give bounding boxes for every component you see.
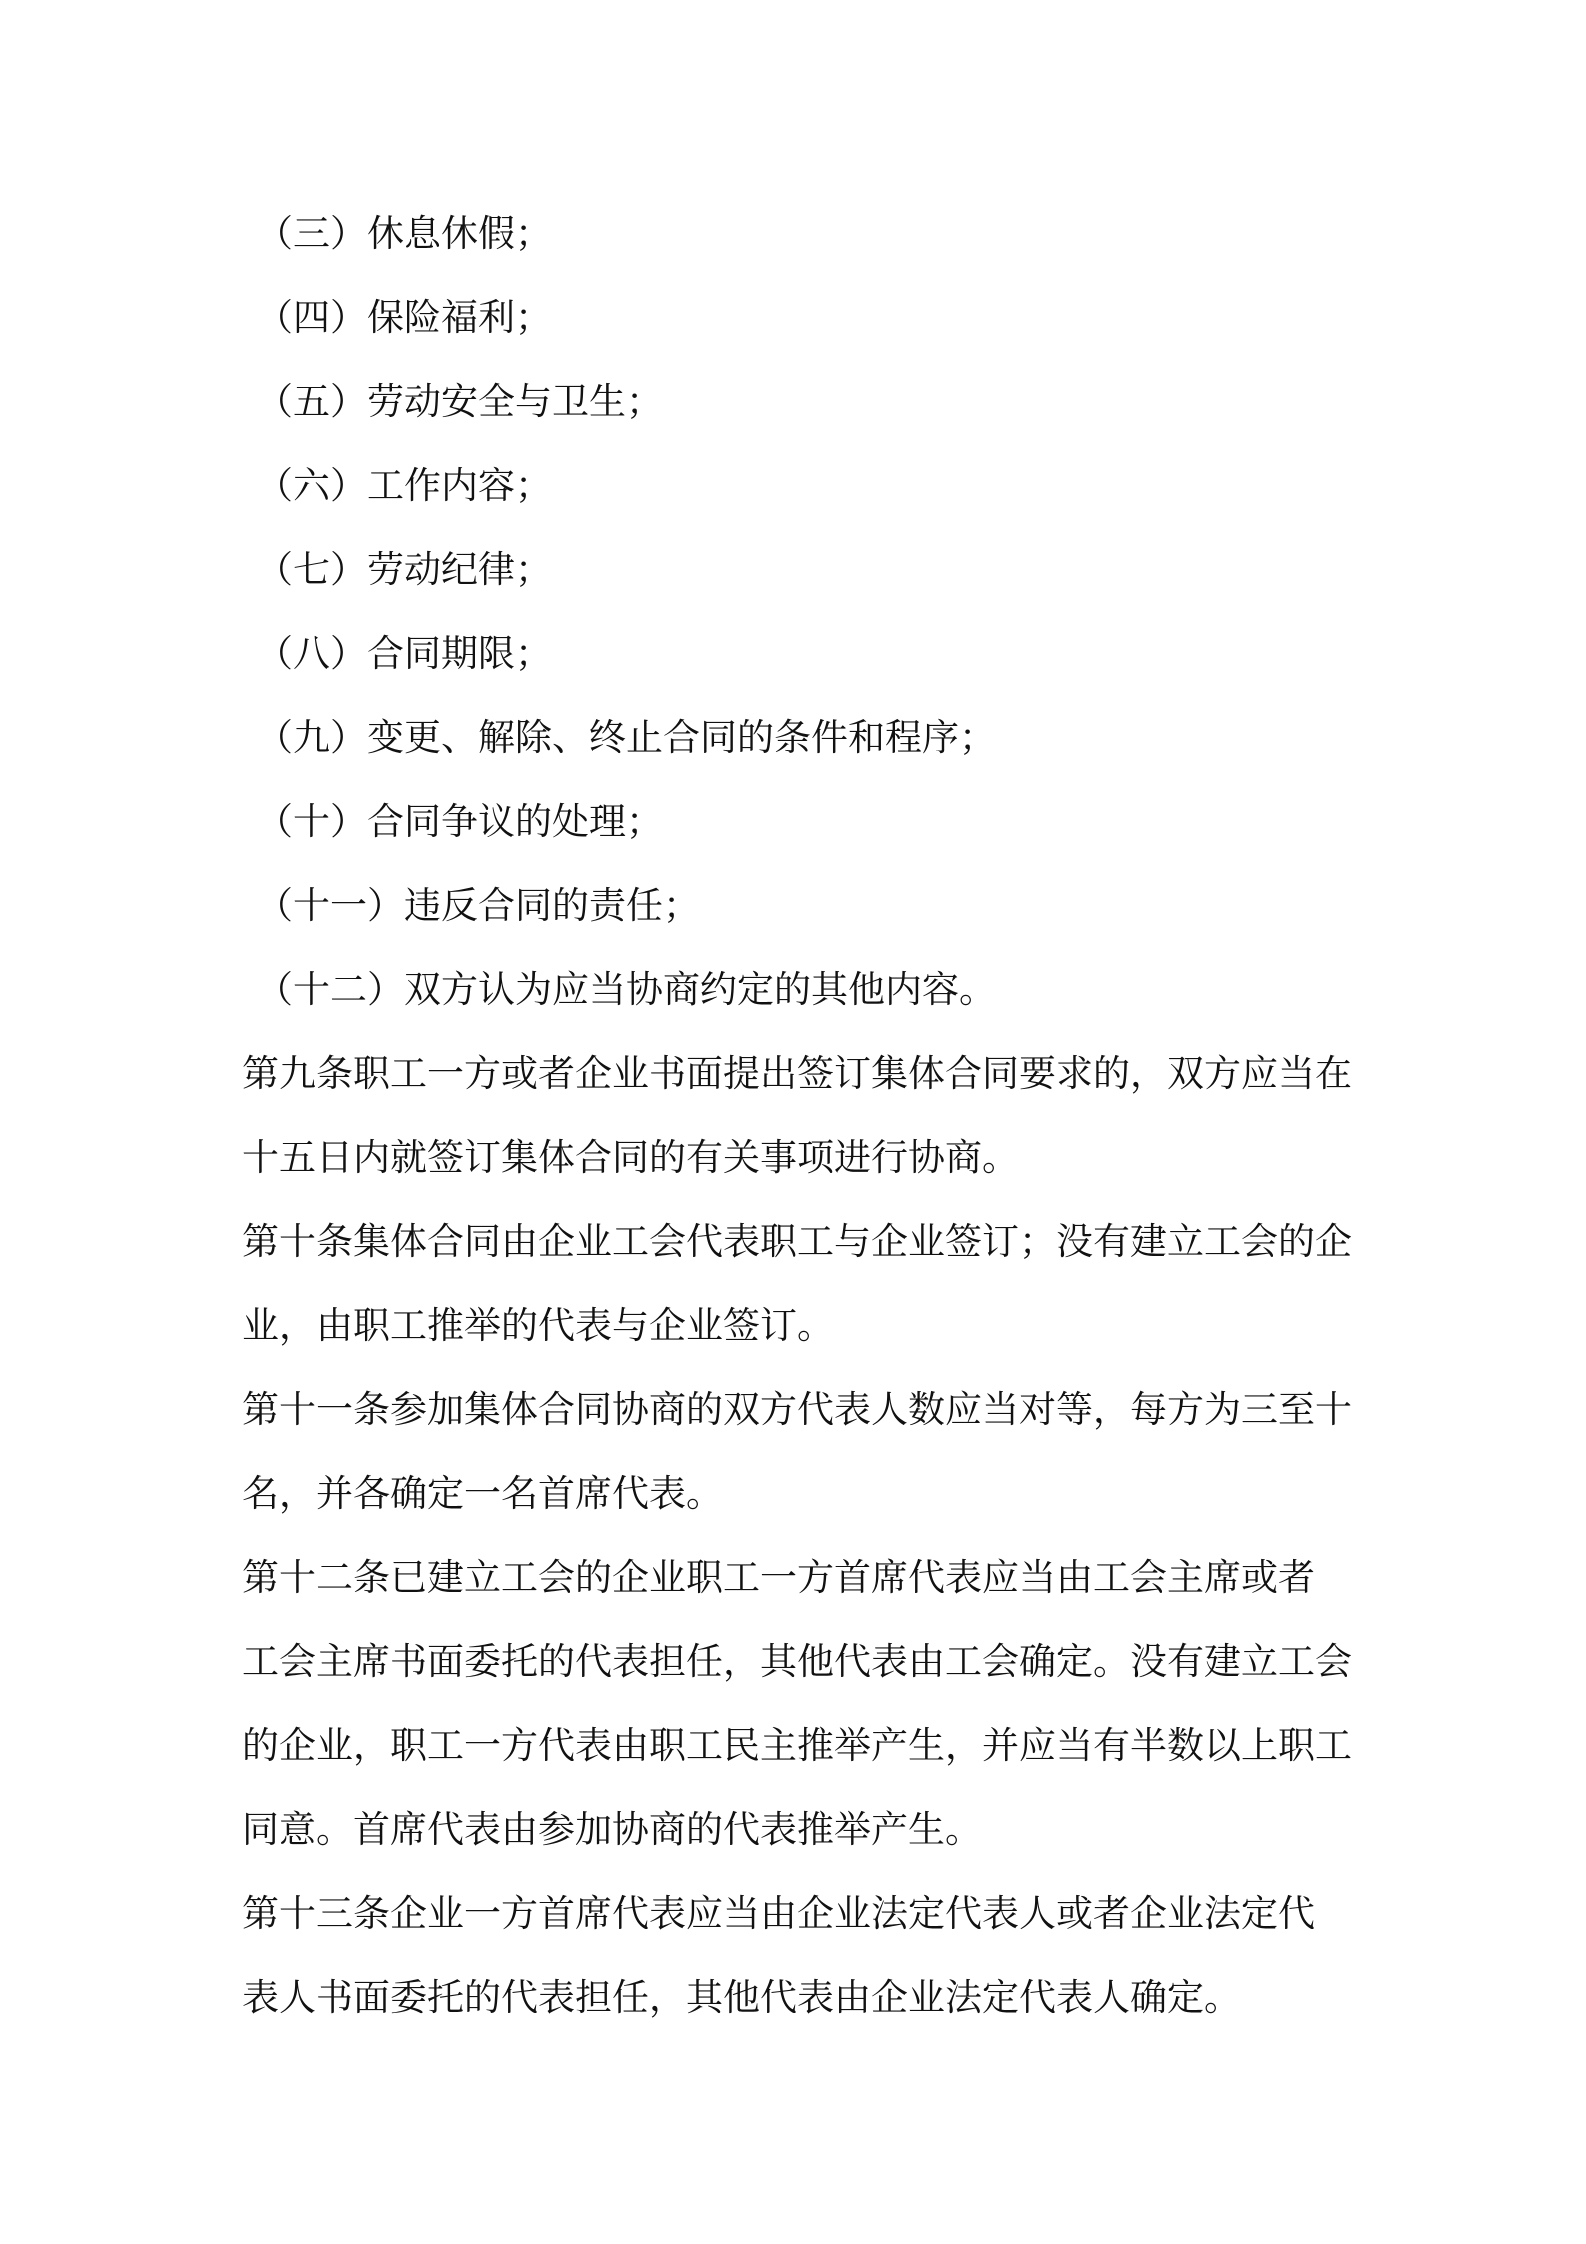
list-item: （九）变更、解除、终止合同的条件和程序；	[256, 716, 996, 759]
list-item: （十）合同争议的处理；	[256, 800, 663, 843]
article-line: 第十条集体合同由企业工会代表职工与企业签订；没有建立工会的企	[242, 1220, 1352, 1263]
list-item: （七）劳动纪律；	[256, 548, 552, 591]
list-item: （八）合同期限；	[256, 632, 552, 675]
article-line: 第十三条企业一方首席代表应当由企业法定代表人或者企业法定代	[242, 1892, 1315, 1935]
article-line: 业，由职工推举的代表与企业签订。	[242, 1304, 834, 1347]
list-item: （五）劳动安全与卫生；	[256, 380, 663, 423]
document-body	[242, 192, 1362, 2040]
article-line: 表人书面委托的代表担任，其他代表由企业法定代表人确定。	[242, 1976, 1241, 2019]
article-9	[242, 1032, 1362, 1200]
article-line: 同意。首席代表由参加协商的代表推举产生。	[242, 1808, 982, 1851]
list-item: （十二）双方认为应当协商约定的其他内容。	[256, 968, 996, 1011]
article-line: 第九条职工一方或者企业书面提出签订集体合同要求的，双方应当在	[242, 1052, 1352, 1095]
list-item: （四）保险福利；	[256, 296, 552, 339]
article-11	[242, 1368, 1362, 1536]
article-line: 第十一条参加集体合同协商的双方代表人数应当对等，每方为三至十	[242, 1388, 1352, 1431]
article-line: 工会主席书面委托的代表担任，其他代表由工会确定。没有建立工会	[242, 1640, 1352, 1683]
list-item: （三）休息休假；	[256, 212, 552, 255]
article-line: 第十二条已建立工会的企业职工一方首席代表应当由工会主席或者	[242, 1556, 1315, 1599]
article-13	[242, 1872, 1362, 2040]
article-12	[242, 1536, 1362, 1872]
article-line: 的企业，职工一方代表由职工民主推举产生，并应当有半数以上职工	[242, 1724, 1352, 1767]
list-item: （十一）违反合同的责任；	[256, 884, 700, 927]
article-line: 十五日内就签订集体合同的有关事项进行协商。	[242, 1136, 1019, 1179]
article-line: 名，并各确定一名首席代表。	[242, 1472, 723, 1515]
article-10	[242, 1200, 1362, 1368]
list-item: （六）工作内容；	[256, 464, 552, 507]
